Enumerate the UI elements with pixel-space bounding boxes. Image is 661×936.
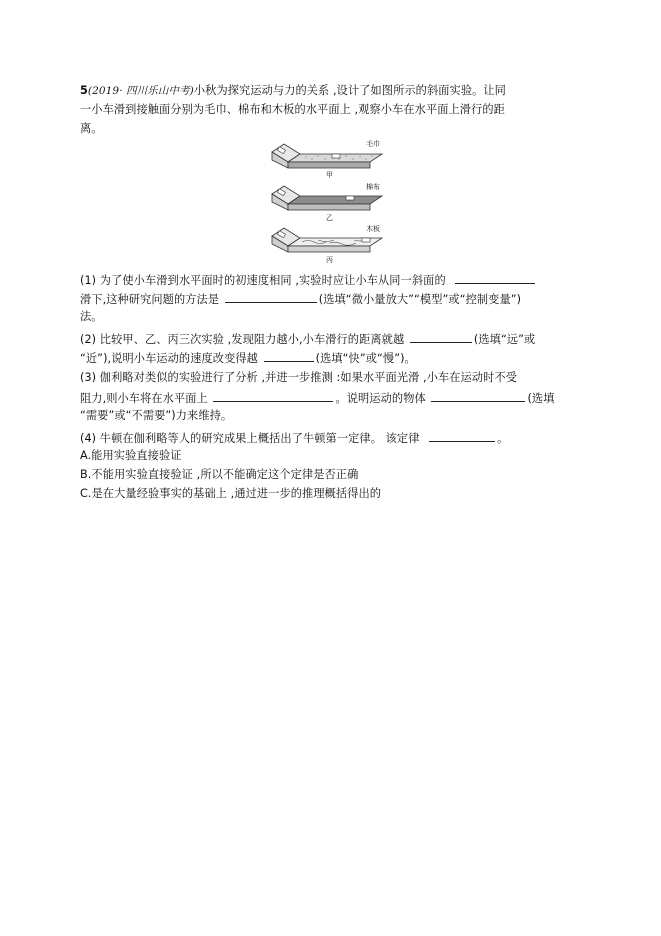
part-2-line-2: [80, 350, 416, 366]
question-intro-line-2: 一小车滑到接触面分别为毛巾、棉布和木板的水平面上 ,观察小车在水平面上滑行的距: [80, 103, 505, 116]
part-2-text-1a: (2) 比较甲、乙、丙三次实验 ,发现阻力越小,小车滑行的距离就越: [80, 333, 405, 346]
intro-text-1: 小秋为探究运动与力的关系 ,设计了如图所示的斜面实验。让同: [193, 84, 506, 97]
answer-blank-3[interactable]: [410, 331, 472, 343]
surface-label-wood: 木板: [366, 225, 380, 233]
part-3-line-2: [80, 390, 555, 406]
answer-blank-7[interactable]: [429, 430, 495, 442]
part-1-text-2a: 滑下,这种研究问题的方法是: [80, 293, 220, 306]
part-2-text-1b: (选填“远”或: [473, 333, 536, 346]
part-3-text-2c: (选填: [527, 392, 555, 405]
part-2-line-1: [80, 331, 535, 347]
part-2-text-2a: “近”),说明小车运动的速度改变得越: [80, 352, 258, 365]
answer-blank-6[interactable]: [431, 390, 525, 402]
figure-label-jia: 甲: [326, 171, 333, 179]
surface-label-cotton: 棉布: [366, 183, 380, 191]
part-3-text-2a: 阻力,则小车将在水平面上: [80, 392, 208, 405]
part-3-text-2b: 。说明运动的物体: [335, 392, 426, 405]
option-a[interactable]: A.能用实验直接验证: [80, 449, 182, 462]
answer-blank-2[interactable]: [225, 291, 317, 303]
question-number: 5: [80, 84, 88, 97]
answer-blank-4[interactable]: [264, 350, 314, 362]
answer-blank-5[interactable]: [213, 390, 333, 402]
option-b[interactable]: B.不能用实验直接验证 ,所以不能确定这个定律是否正确: [80, 468, 359, 481]
figure-label-bing: 丙: [326, 256, 333, 264]
figure-label-yi: 乙: [326, 214, 333, 222]
part-2-text-2b: (选填“快”或“慢”)。: [315, 352, 416, 365]
part-1-text-1: (1) 为了使小车滑到水平面时的初速度相同 ,实验时应让小车从同一斜面的: [80, 274, 446, 287]
part-4-line-1: [80, 430, 508, 446]
question-source: (2019· 四川乐山中考): [87, 85, 194, 97]
part-1-line-2: [80, 291, 521, 307]
part-3-line-1: (3) 伽利略对类似的实验进行了分析 ,并进一步推测 :如果水平面光滑 ,小车在运动时不受: [80, 371, 518, 384]
question-intro-line-3: 离。: [80, 122, 103, 135]
ramp-experiment-figure: [270, 138, 392, 268]
question-intro-line-1: [80, 84, 506, 98]
part-1-line-3: 法。: [80, 310, 103, 323]
ramp-diagram: [270, 138, 392, 268]
part-1-text-2b: (选填“微小量放大”“模型”或“控制变量”): [318, 293, 522, 306]
part-1-line-1: [80, 272, 535, 288]
option-c[interactable]: C.是在大量经验事实的基础上 ,通过进一步的推理概括得出的: [80, 487, 382, 500]
part-3-line-3: “需要”或“不需要”)力来维持。: [80, 409, 233, 422]
surface-label-towel: 毛巾: [366, 140, 380, 148]
answer-blank-1[interactable]: [455, 272, 535, 284]
part-4-text-1a: (4) 牛顿在伽利略等人的研究成果上概括出了牛顿第一定律。 该定律: [80, 432, 420, 445]
part-4-text-1b: 。: [497, 432, 509, 445]
